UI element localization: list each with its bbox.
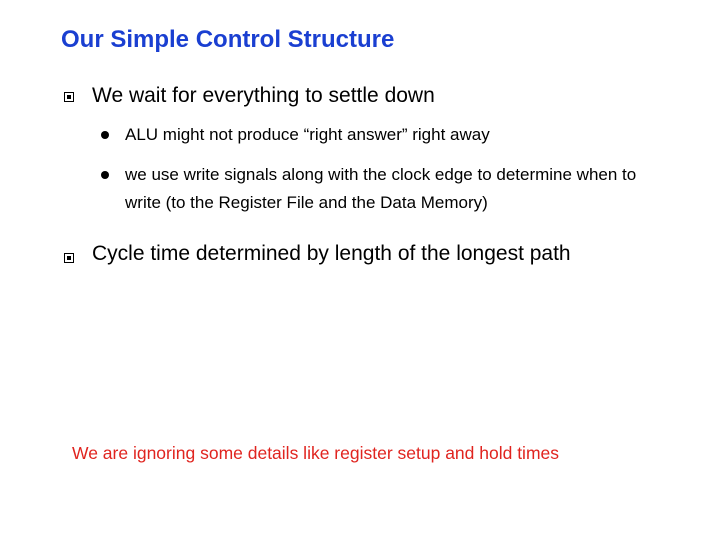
footnote: We are ignoring some details like register setup and hold times xyxy=(72,443,560,463)
square-bullet-icon xyxy=(64,253,74,263)
subbullet-text: we use write signals along with the clock edge to determine when to write (to the Register File and the Data Memory) xyxy=(125,165,637,212)
slide-title: Our Simple Control Structure xyxy=(61,26,395,53)
round-bullet-icon xyxy=(101,131,109,139)
square-bullet-icon xyxy=(64,92,74,102)
subbullet-text: ALU might not produce “right answer” right away xyxy=(125,125,490,144)
round-bullet-icon xyxy=(101,171,109,179)
bullet-text: We wait for everything to settle down xyxy=(92,84,435,107)
bullet-text: Cycle time determined by length of the longest path xyxy=(92,242,571,265)
